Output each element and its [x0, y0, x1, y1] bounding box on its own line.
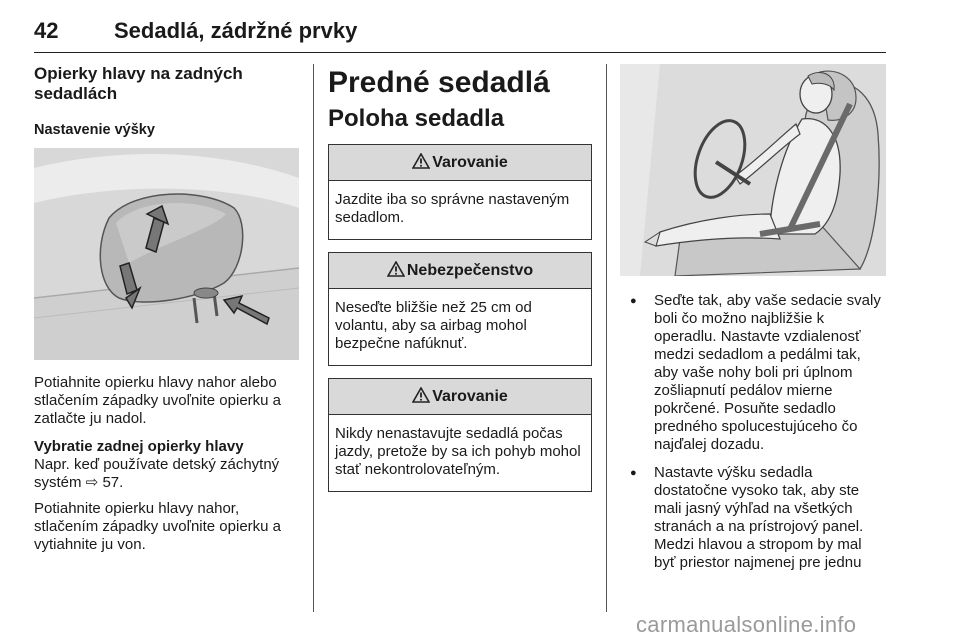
danger-box [328, 252, 592, 366]
para-remove-headrest [34, 438, 299, 492]
headrest-drawing [34, 148, 299, 360]
main-title-front-seats: Predné sedadlá [328, 66, 550, 99]
subsection-title-height-adjust: Nastavenie výšky [34, 122, 155, 138]
warning-box-2-body: Nikdy nenastavujte sedadlá počas jazdy, pretože by sa ich pohyb mohol stať nekontrolovateľným. [335, 425, 581, 478]
page-number: 42 [34, 18, 59, 43]
page-header [34, 18, 886, 53]
column-left [34, 64, 299, 564]
para-pull-out: Potiahnite opierku hlavy nahor, stlačením západky uvoľnite opierku a vytiahnite ju von. [34, 500, 282, 553]
driver-seat-illustration [620, 64, 886, 276]
warning-box-1-title [329, 145, 591, 181]
warning-box-2 [328, 378, 592, 492]
page-ref-link[interactable]: 57. [102, 474, 124, 491]
instructions-list [620, 292, 886, 572]
page-ref-arrow-icon: ⇨ [85, 474, 99, 491]
warning-triangle-icon [412, 387, 430, 403]
watermark-text: carmanualsonline.info [636, 612, 857, 637]
warning-box-1 [328, 144, 592, 240]
column-right [620, 64, 886, 582]
warning-box-2-label: Varovanie [432, 388, 508, 405]
list-item: ● Seďte tak, aby vaše sedacie svaly boli čo možno najbližšie k operadlu. Nastavte vzdialenosť medzi sedadlom a pedálmi tak, aby vaše nohy boli pri úplnom zošliapnutí pedálov mierne pokrčené. Posuňte sedadlo predného spolucestujúceho čo najďalej dozadu. [620, 292, 886, 454]
subtitle-seat-position: Poloha sedadla [328, 105, 505, 132]
column-middle [328, 64, 592, 504]
column-divider-2 [606, 64, 607, 612]
para-remove-headrest-lead: Vybratie zadnej opierky hlavy [34, 438, 244, 455]
warning-box-1-label: Varovanie [432, 154, 508, 171]
driver-seat-drawing [620, 64, 886, 276]
headrest-illustration [34, 148, 299, 360]
para-height-adjust: Potiahnite opierku hlavy nahor alebo stlačením západky uvoľnite opierku a zatlačte ju nadol. [34, 374, 282, 427]
warning-box-1-body: Jazdite iba so správne nastaveným sedadlom. [335, 191, 570, 226]
warning-triangle-icon [387, 261, 405, 277]
danger-box-title [329, 253, 591, 289]
warning-box-2-title [329, 379, 591, 415]
section-title-rear-headrests: Opierky hlavy na zadných sedadlách [34, 64, 243, 103]
danger-box-label: Nebezpečenstvo [406, 262, 534, 279]
warning-triangle-icon [412, 153, 430, 169]
list-item: ● Nastavte výšku sedadla dostatočne vysoko tak, aby ste mali jasný výhľad na všetkých stranách a na prístrojový panel. Medzi hlavou a stropom by mal byť priestor najmenej pre jednu [620, 464, 886, 572]
danger-box-body: Neseďte bližšie než 25 cm od volantu, aby sa airbag mohol bezpečne nafúknuť. [335, 299, 532, 352]
column-divider-1 [313, 64, 314, 612]
para-remove-headrest-text: Napr. keď používate detský záchytný systém [34, 456, 280, 491]
chapter-title: Sedadlá, zádržné prvky [114, 18, 358, 43]
